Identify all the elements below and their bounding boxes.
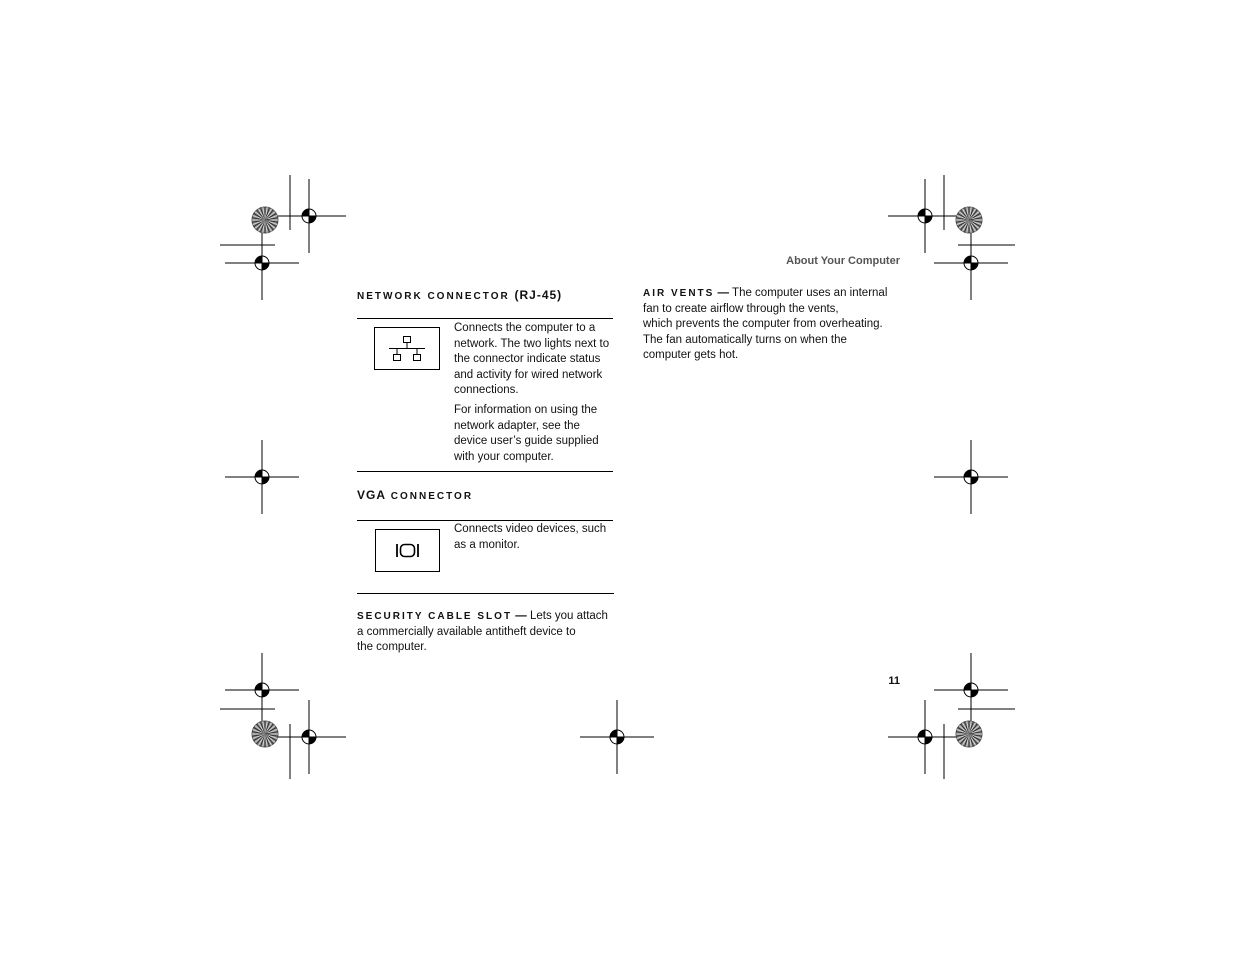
crosshair-mark [580,700,654,774]
crosshair-mark [272,179,346,253]
vga-heading-big: VGA [357,488,387,502]
security-cable-slot-section [357,609,617,656]
network-icon-box [374,327,440,370]
running-header: About Your Computer [786,255,900,267]
vga-heading-caps: CONNECTOR [390,491,474,502]
air-vents-line-5: computer gets hot. [643,349,739,362]
starburst-mark [252,721,278,747]
air-vents-line-4: The fan automatically turns on when the [643,333,847,346]
crosshair-mark [225,226,299,300]
starburst-mark [252,207,278,233]
network-connector-heading [357,288,562,302]
air-vents-section [643,286,903,364]
table-rule-bottom [357,471,613,472]
crosshair-mark [888,179,962,253]
starburst-mark [956,207,982,233]
air-vents-heading: AIR VENTS [643,288,715,299]
monitor-icon [376,530,439,571]
table-rule-top [357,318,613,319]
security-line-1: Lets you attach [529,610,608,622]
crosshair-mark [225,653,299,727]
air-vents-line-3: which prevents the computer from overheating. [643,318,883,331]
starburst-mark [956,721,982,747]
crosshair-mark [888,700,962,774]
vga-connector-heading [357,488,473,502]
security-line-2: a commercially available antitheft device to [357,625,576,638]
page-number: 11 [888,675,900,687]
air-vents-line-2: fan to create airflow through the vents, [643,302,839,315]
vga-icon-box [375,529,440,572]
security-dash: — [515,610,527,622]
vga-table-rule-bottom [357,593,614,594]
crosshair-mark [272,700,346,774]
network-heading-caps: NETWORK CONNECTOR [357,291,510,302]
crosshair-mark [934,226,1008,300]
vga-description: Connects video devices, such as a monitor. [454,523,607,551]
network-heading-rj45: (RJ-45) [514,288,563,302]
crosshair-mark [225,440,299,514]
air-vents-line-1: The computer uses an internal [732,287,888,299]
network-icon [375,328,439,369]
crosshair-mark [934,653,1008,727]
air-vents-dash: — [717,287,730,299]
security-heading: SECURITY CABLE SLOT [357,611,513,622]
crosshair-mark [934,440,1008,514]
network-description-1: Connects the computer to a network. The two lights next to the connector indicate status and activity for wired network connections. [454,322,610,397]
security-line-3: the computer. [357,641,427,654]
network-description-2: For information on using the network adapter, see the device user’s guide supplied with your computer. [454,404,599,463]
vga-table-rule-top [357,520,613,521]
